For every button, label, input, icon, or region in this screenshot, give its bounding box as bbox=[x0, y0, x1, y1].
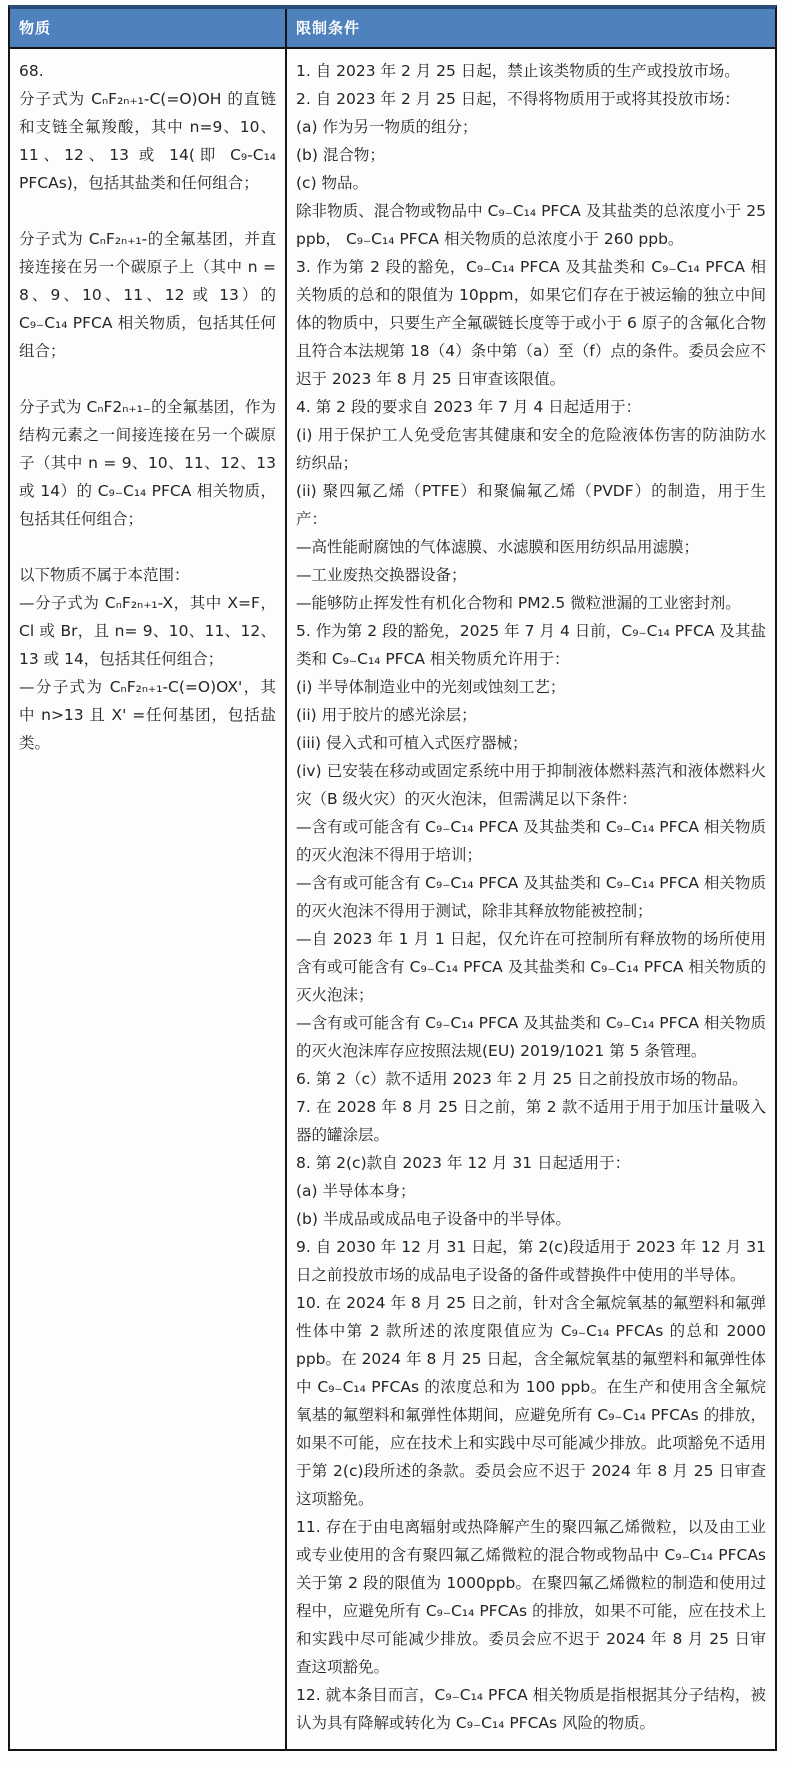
restriction-item-4-i: (i) 用于保护工人免受危害其健康和安全的危险液体伤害的防油防水纺织品； bbox=[296, 426, 766, 472]
restriction-item-5-bullet-3: —自 2023 年 1 月 1 日起，仅允许在可控制所有释放物的场所使用含有或可能含有 C₉₋C₁₄ PFCA 及其盐类和 C₉₋C₁₄ PFCA 相关物质的灭火泡沫； bbox=[296, 930, 766, 1004]
restriction-item-10: 10. 在 2024 年 8 月 25 日之前，针对含全氟烷氧基的氟塑料和氟弹性体中第 2 款所述的浓度限值应为 C₉₋C₁₄ PFCAs 的总和 2000 ppb。在 2024 年 8 月 25 日起，含全氟烷氧基的氟塑料和氟弹性体中 C₉₋C₁₄ PFCAs 的浓度总和为 100 ppb。在生产和使用含全氟烷氧基的氟塑料和氟弹性体期间，应避免所有 C₉₋C₁₄ PFCAs 的排放，如果不可能，应在技术上和实践中尽可能减少排放。此项豁免不适用于第 2(c)段所述的条款。委员会应不迟于 2024 年 8 月 25 日审查这项豁免。 bbox=[296, 1294, 766, 1508]
restriction-item-2: 2. 自 2023 年 2 月 25 日起，不得将物质用于或将其投放市场： bbox=[296, 90, 740, 108]
restriction-item-2c: (c) 物品。 bbox=[296, 174, 369, 192]
substance-definition-2: 分子式为 CₙF₂ₙ₊₁-的全氟基团，并直接连接在另一个碳原子上（其中 n = 8、9、10、11、12 或 13）的 C₉₋C₁₄ PFCA 相关物质，包括其任何组合； bbox=[19, 230, 276, 360]
substance-definition-3: 分子式为 CₙF2ₙ₊₁₋的全氟基团，作为结构元素之一间接连接在另一个碳原子（其中 n = 9、10、11、12、13 或 14）的 C₉₋C₁₄ PFCA 相关物质，包括其任何组合； bbox=[19, 398, 276, 528]
restriction-item-5-bullet-4: —含有或可能含有 C₉₋C₁₄ PFCA 及其盐类和 C₉₋C₁₄ PFCA 相关物质的灭火泡沫库存应按照法规(EU) 2019/1021 第 5 条管理。 bbox=[296, 1014, 766, 1060]
restriction-item-2a: (a) 作为另一物质的组分； bbox=[296, 118, 478, 136]
restriction-item-8b: (b) 半成品或成品电子设备中的半导体。 bbox=[296, 1210, 571, 1228]
restriction-item-12: 12. 就本条目而言，C₉₋C₁₄ PFCA 相关物质是指根据其分子结构，被认为具有降解或转化为 C₉₋C₁₄ PFCAs 风险的物质。 bbox=[296, 1686, 766, 1732]
restriction-item-4-ii: (ii) 聚四氟乙烯（PTFE）和聚偏氟乙烯（PVDF）的制造，用于生产： bbox=[296, 482, 766, 528]
restriction-item-2b: (b) 混合物； bbox=[296, 146, 385, 164]
restriction-item-4: 4. 第 2 段的要求自 2023 年 7 月 4 日起适用于： bbox=[296, 398, 642, 416]
restrictions-table bbox=[8, 5, 777, 1751]
restriction-item-5-iv: (iv) 已安装在移动或固定系统中用于抑制液体燃料蒸汽和液体燃料火灾（B 级火灾）的灭火泡沫，但需满足以下条件： bbox=[296, 762, 766, 808]
restriction-item-6: 6. 第 2（c）款不适用 2023 年 2 月 25 日之前投放市场的物品。 bbox=[296, 1070, 748, 1088]
substance-exclusion-heading: 以下物质不属于本范围： bbox=[19, 566, 190, 584]
restriction-item-8: 8. 第 2(c)款自 2023 年 12 月 31 日起适用于： bbox=[296, 1154, 631, 1172]
restriction-item-7: 7. 在 2028 年 8 月 25 日之前，第 2 款不适用于用于加压计量吸入器的罐涂层。 bbox=[296, 1098, 766, 1144]
restriction-item-4-bullet-3: —能够防止挥发性有机化合物和 PM2.5 微粒泄漏的工业密封剂。 bbox=[296, 594, 741, 612]
restriction-item-4-bullet-1: —高性能耐腐蚀的气体滤膜、水滤膜和医用纺织品用滤膜； bbox=[296, 538, 700, 556]
substance-cell bbox=[10, 49, 285, 1749]
restriction-item-5-ii: (ii) 用于胶片的感光涂层； bbox=[296, 706, 477, 724]
restriction-item-5: 5. 作为第 2 段的豁免，2025 年 7 月 4 日前，C₉₋C₁₄ PFCA 及其盐类和 C₉₋C₁₄ PFCA 相关物质允许用于： bbox=[296, 622, 766, 668]
restriction-item-5-bullet-2: —含有或可能含有 C₉₋C₁₄ PFCA 及其盐类和 C₉₋C₁₄ PFCA 相关物质的灭火泡沫不得用于测试，除非其释放物能被控制； bbox=[296, 874, 766, 920]
restriction-item-5-bullet-1: —含有或可能含有 C₉₋C₁₄ PFCA 及其盐类和 C₉₋C₁₄ PFCA 相关物质的灭火泡沫不得用于培训； bbox=[296, 818, 766, 864]
restriction-item-5-i: (i) 半导体制造业中的光刻或蚀刻工艺； bbox=[296, 678, 566, 696]
restriction-column-header: 限制条件 bbox=[285, 9, 775, 49]
restriction-item-4-bullet-2: —工业废热交换器设备； bbox=[296, 566, 467, 584]
restriction-item-1: 1. 自 2023 年 2 月 25 日起，禁止该类物质的生产或投放市场。 bbox=[296, 62, 740, 80]
substance-definition-1: 分子式为 CₙF₂ₙ₊₁-C(=O)OH 的直链和支链全氟羧酸，其中 n=9、10、11、12、13 或 14(即 C₉-C₁₄ PFCAs)，包括其盐类和任何组合； bbox=[19, 90, 276, 192]
substance-exclusion-1: —分子式为 CₙF₂ₙ₊₁-X，其中 X=F，Cl 或 Br，且 n= 9、10、11、12、13 或 14，包括其任何组合； bbox=[19, 594, 276, 668]
entry-number: 68. bbox=[19, 62, 44, 80]
restriction-item-8a: (a) 半导体本身； bbox=[296, 1182, 416, 1200]
restriction-item-9: 9. 自 2030 年 12 月 31 日起，第 2(c)段适用于 2023 年 12 月 31 日之前投放市场的成品电子设备的备件或替换件中使用的半导体。 bbox=[296, 1238, 766, 1284]
restriction-item-3: 3. 作为第 2 段的豁免，C₉₋C₁₄ PFCA 及其盐类和 C₉₋C₁₄ PFCA 相关物质的总和的限值为 10ppm，如果它们存在于被运输的独立中间体的物质中，只要生产全氟碳链长度等于或小于 6 原子的含氟化合物且符合本法规第 18（4）条中第（a）至（f）点的条件。委员会应不迟于 2023 年 8 月 25 日审查该限值。 bbox=[296, 258, 766, 388]
restriction-item-5-iii: (iii) 侵入式和可植入式医疗器械； bbox=[296, 734, 528, 752]
restriction-item-2-threshold: 除非物质、混合物或物品中 C₉₋C₁₄ PFCA 及其盐类的总浓度小于 25 ppb， C₉₋C₁₄ PFCA 相关物质的总浓度小于 260 ppb。 bbox=[296, 202, 766, 248]
restriction-item-11: 11. 存在于由电离辐射或热降解产生的聚四氟乙烯微粒，以及由工业或专业使用的含有聚四氟乙烯微粒的混合物或物品中 C₉₋C₁₄ PFCAs 关于第 2 段的限值为 1000ppb。在聚四氟乙烯微粒的制造和使用过程中，应避免所有 C₉₋C₁₄ PFCAs 的排放，如果不可能，应在技术上和实践中尽可能减少排放。委员会应不迟于 2024 年 8 月 25 日审查这项豁免。 bbox=[296, 1518, 766, 1676]
substance-column-header: 物质 bbox=[10, 9, 285, 49]
substance-exclusion-2: —分子式为 CₙF₂ₙ₊₁-C(=O)OX'，其中 n>13 且 X' =任何基团，包括盐类。 bbox=[19, 678, 276, 752]
restriction-cell bbox=[285, 49, 775, 1749]
